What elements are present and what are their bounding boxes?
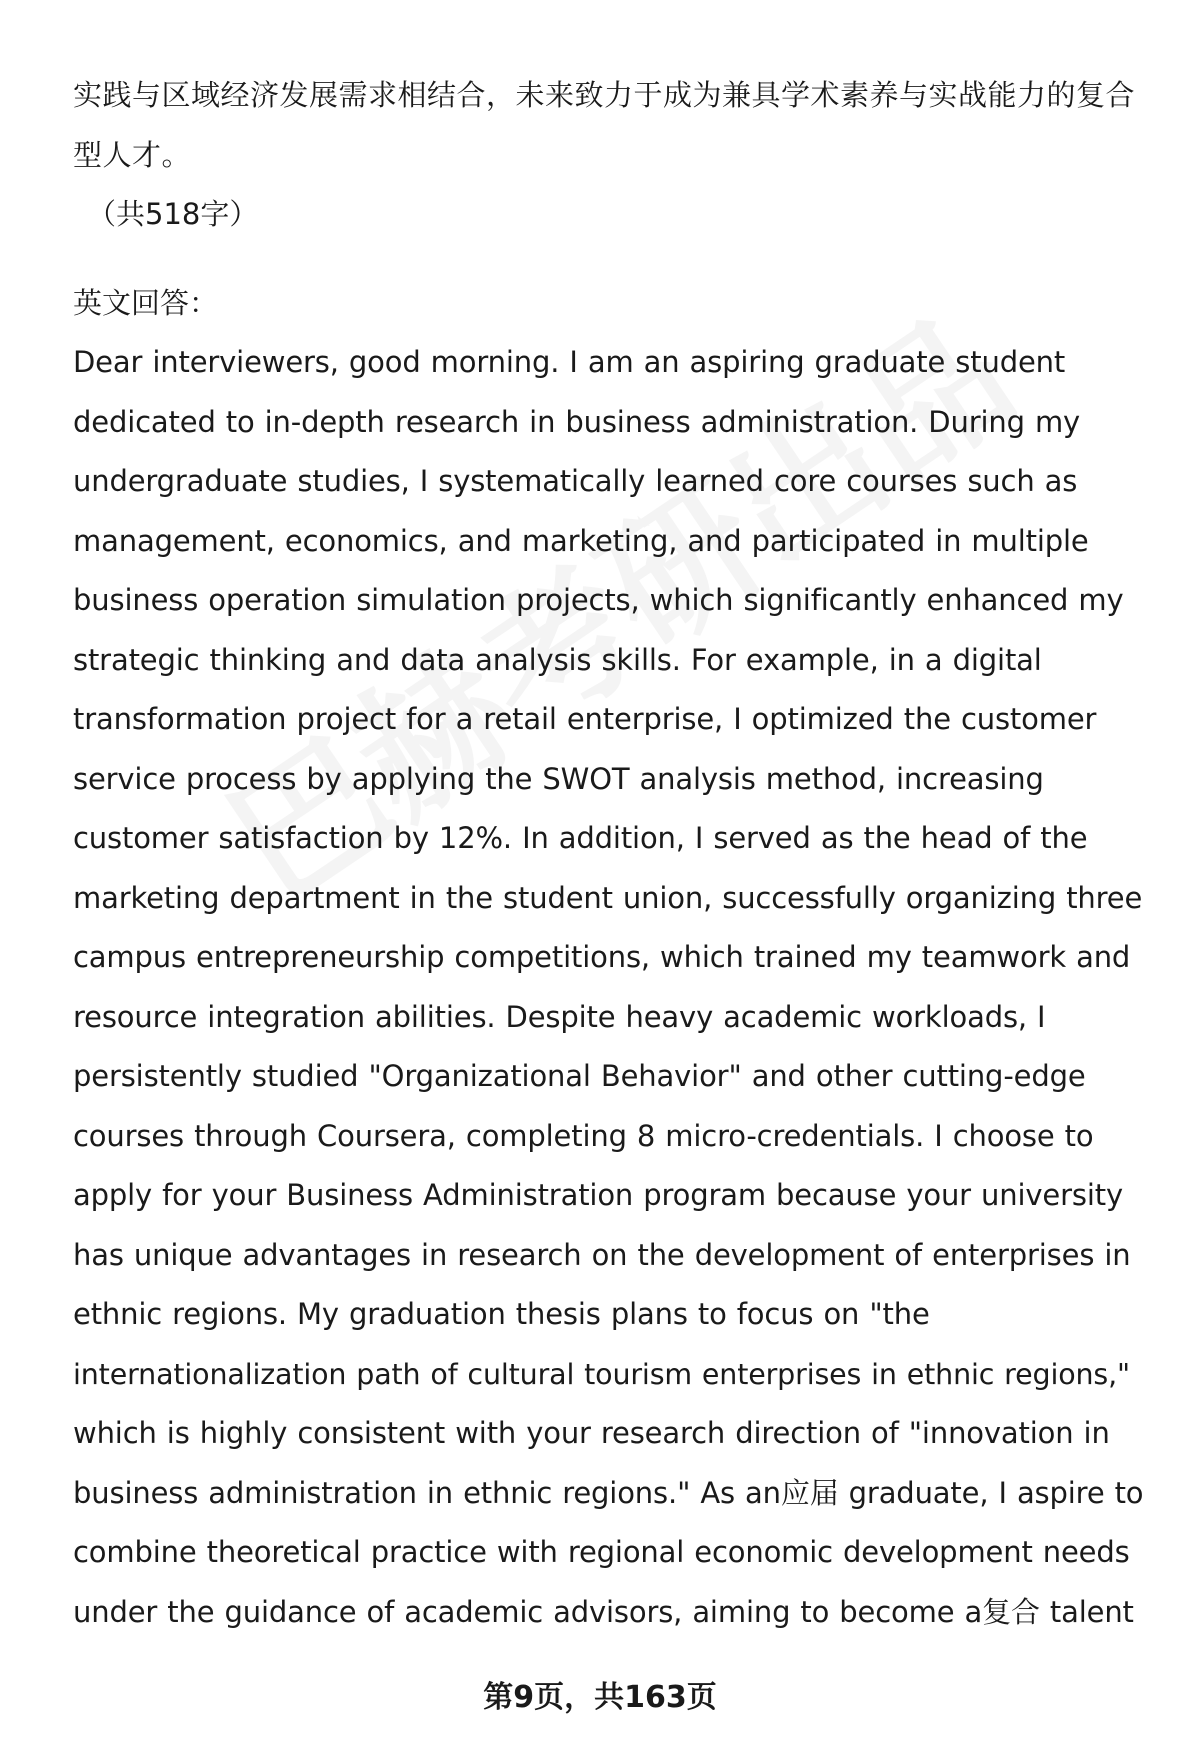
section-gap xyxy=(73,245,1148,274)
answer-line: has unique advantages in research on the development of enterprises in xyxy=(73,1237,1131,1272)
answer-line: under the guidance of academic advisors, aiming to become a复合 talent xyxy=(73,1594,1134,1629)
answer-line: marketing department in the student union, successfully organizing three xyxy=(73,880,1143,915)
answer-line: persistently studied "Organizational Behavior" and other cutting-edge xyxy=(73,1059,1086,1093)
answer-line: courses through Coursera, completing 8 micro-credentials. I choose to xyxy=(73,1118,1094,1153)
answer-line: combine theoretical practice with regional economic development needs xyxy=(73,1535,1130,1569)
page-content xyxy=(73,66,1148,1642)
answer-line: management, economics, and marketing, and participated in multiple xyxy=(73,523,1089,558)
answer-line: strategic thinking and data analysis skills. For example, in a digital xyxy=(73,642,1042,677)
answer-line: Dear interviewers, good morning. I am an aspiring graduate student xyxy=(73,345,1066,379)
answer-line: resource integration abilities. Despite heavy academic workloads, I xyxy=(73,999,1046,1034)
answer-line: customer satisfaction by 12%. In addition, I served as the head of the xyxy=(73,821,1088,855)
answer-line: undergraduate studies, I systematically learned core courses such as xyxy=(73,464,1078,498)
answer-line: dedicated to in-depth research in business administration. During my xyxy=(73,404,1081,439)
word-count: （共518字） xyxy=(87,197,259,231)
answer-line: business administration in ethnic regions." As an应届 graduate, I aspire to xyxy=(73,1475,1144,1510)
answer-line: internationalization path of cultural tourism enterprises in ethnic regions," xyxy=(73,1357,1130,1391)
answer-line: transformation project for a retail enterprise, I optimized the customer xyxy=(73,702,1097,736)
chinese-line: 实践与区域经济发展需求相结合，未来致力于成为兼具学术素养与实战能力的复合 xyxy=(73,78,1136,112)
english-answer-body xyxy=(73,333,1148,1642)
english-heading: 英文回答： xyxy=(73,285,219,320)
answer-line: which is highly consistent with your research direction of "innovation in xyxy=(73,1416,1110,1450)
answer-line: apply for your Business Administration program because your university xyxy=(73,1178,1123,1212)
page-number-footer: 第9页，共163页 xyxy=(483,1680,717,1715)
answer-line: campus entrepreneurship competitions, which trained my teamwork and xyxy=(73,940,1131,974)
answer-line: service process by applying the SWOT analysis method, increasing xyxy=(73,761,1044,796)
answer-line: business operation simulation projects, which significantly enhanced my xyxy=(73,583,1124,617)
answer-line: ethnic regions. My graduation thesis plans to focus on "the xyxy=(73,1297,930,1331)
chinese-line: 型人才。 xyxy=(73,137,192,172)
